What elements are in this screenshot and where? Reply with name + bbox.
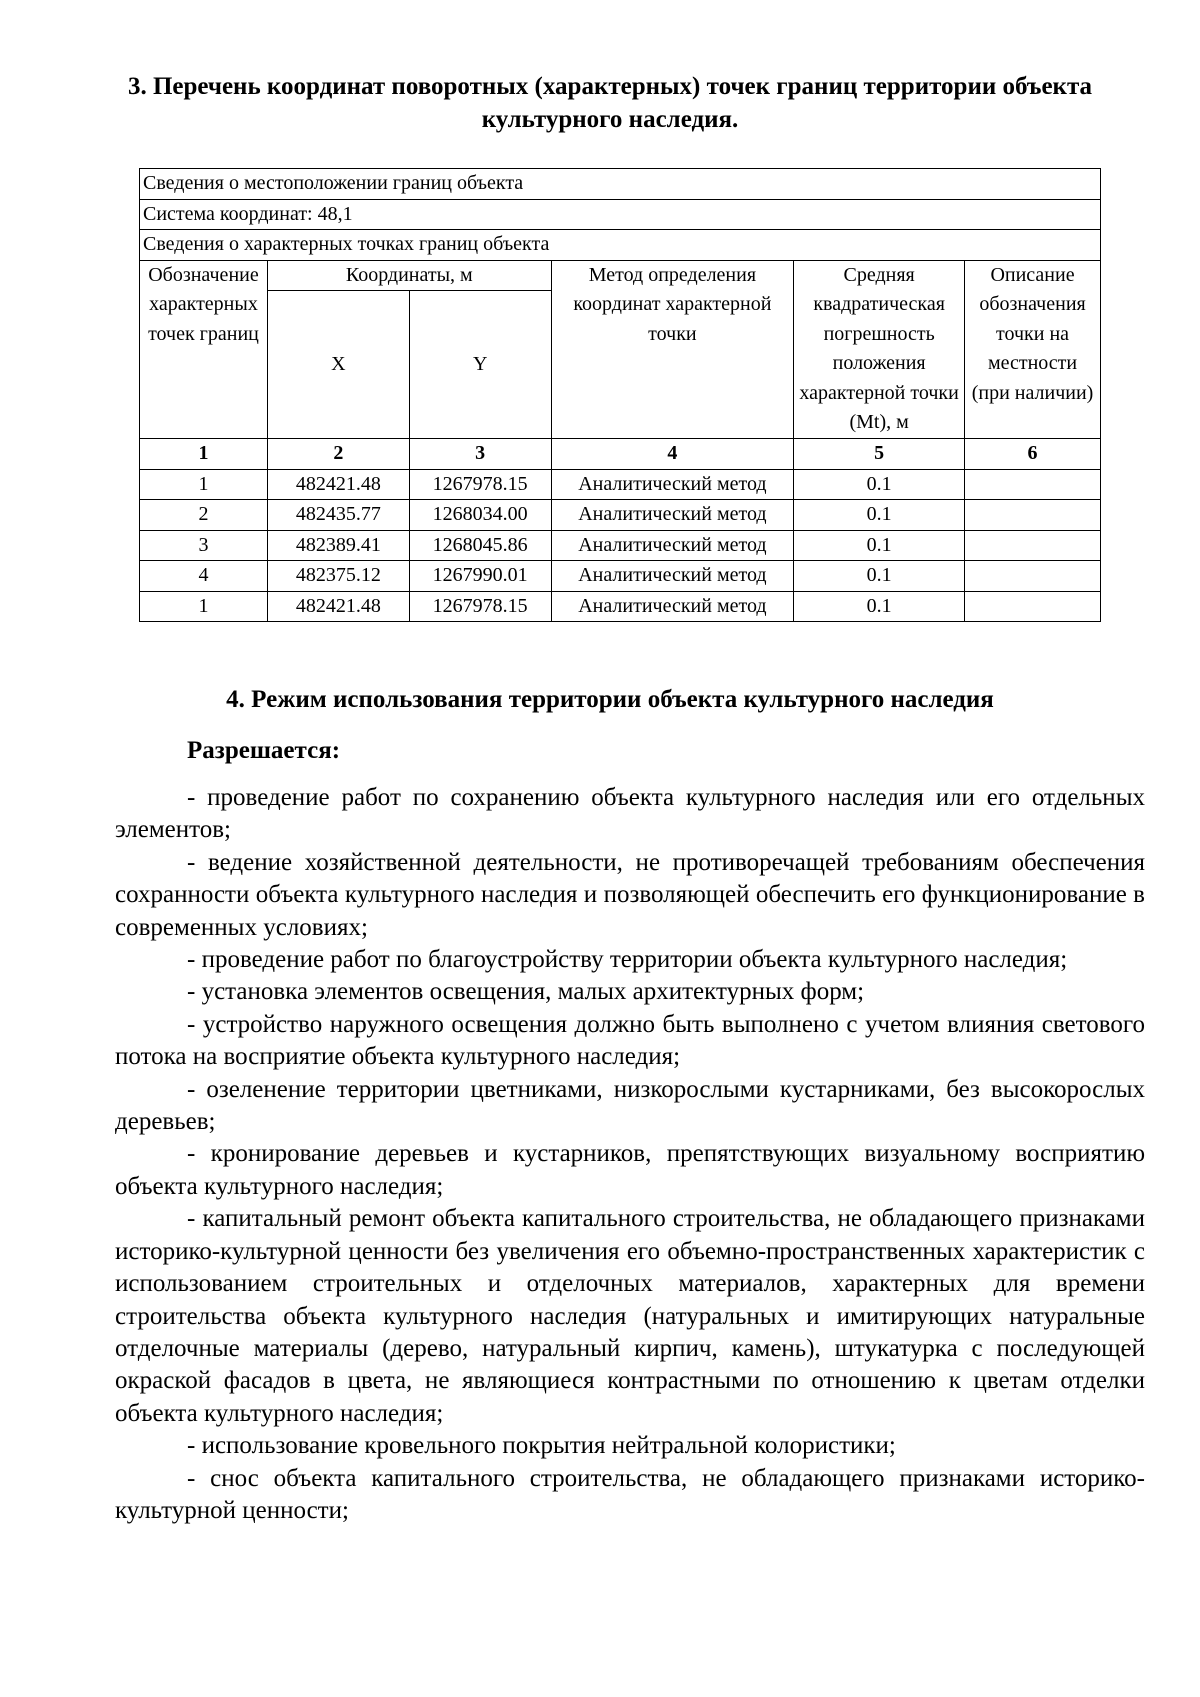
list-item: - проведение работ по сохранению объекта культурного наследия или его отдельных элементов; bbox=[115, 784, 1145, 844]
list-item: - снос объекта капитального строительства, не обладающего признаками историко-культурной ценности; bbox=[115, 1464, 1145, 1524]
method: Аналитический метод bbox=[551, 591, 794, 622]
header-description: Описание обозначения точки на местности (при наличии) bbox=[965, 260, 1101, 439]
coord-y: 1268034.00 bbox=[409, 500, 551, 531]
list-item: - установка элементов освещения, малых архитектурных форм; bbox=[187, 978, 865, 1006]
section-3-title: 3. Перечень координат поворотных (характерных) точек границ территории объекта культурного наследия. bbox=[127, 73, 1093, 133]
error-value: 0.1 bbox=[794, 469, 965, 500]
table-row bbox=[140, 530, 1101, 561]
header-error: Средняя квадратическая погрешность положения характерной точки (Mt), м bbox=[794, 260, 965, 439]
header-y: Y bbox=[409, 291, 551, 439]
description bbox=[965, 469, 1101, 500]
coord-y: 1267978.15 bbox=[409, 591, 551, 622]
error-value: 0.1 bbox=[794, 591, 965, 622]
method: Аналитический метод bbox=[551, 561, 794, 592]
index-cell: 6 bbox=[965, 439, 1101, 470]
table-row bbox=[140, 561, 1101, 592]
list-item: - использование кровельного покрытия нейтральной колористики; bbox=[187, 1432, 896, 1460]
allowed-heading: Разрешается: bbox=[187, 737, 341, 764]
description bbox=[965, 591, 1101, 622]
method: Аналитический метод bbox=[551, 469, 794, 500]
error-value: 0.1 bbox=[794, 530, 965, 561]
coord-x: 482421.48 bbox=[267, 469, 409, 500]
header-method: Метод определения координат характерной точки bbox=[551, 260, 794, 439]
header-x: X bbox=[267, 291, 409, 439]
header-coords: Координаты, м bbox=[267, 260, 551, 291]
list-item: - ведение хозяйственной деятельности, не противоречащей требованиям обеспечения сохранности объекта культурного наследия и позволяющей обеспечить его функционирование в современных условиях; bbox=[115, 848, 1145, 941]
coord-x: 482375.12 bbox=[267, 561, 409, 592]
point-number: 3 bbox=[140, 530, 268, 561]
table-system-row: Система координат: 48,1 bbox=[140, 199, 1101, 230]
index-cell: 5 bbox=[794, 439, 965, 470]
list-item: - проведение работ по благоустройству территории объекта культурного наследия; bbox=[187, 946, 1068, 974]
method: Аналитический метод bbox=[551, 500, 794, 531]
table-location-row: Сведения о местоположении границ объекта bbox=[140, 169, 1101, 200]
header-designation: Обозначение характерных точек границ bbox=[140, 260, 268, 439]
coord-x: 482435.77 bbox=[267, 500, 409, 531]
coord-y: 1267990.01 bbox=[409, 561, 551, 592]
index-cell: 3 bbox=[409, 439, 551, 470]
list-item: - капитальный ремонт объекта капитального строительства, не обладающего признаками историко-культурной ценности без увеличения его объемно-пространственных характеристик с использованием строительных и отделочных материалов, характерных для времени строительства объекта культурного наследия (натуральных и имитирующих натуральные отделочные материалы (дерево, натуральный кирпич, камень), штукатурка с последующей окраской фасадов в цвета, не являющиеся контрастными по отношению к цветам отделки объекта культурного наследия; bbox=[115, 1205, 1145, 1427]
point-number: 1 bbox=[140, 591, 268, 622]
table-row bbox=[140, 469, 1101, 500]
coordinates-table bbox=[139, 168, 1101, 622]
error-value: 0.1 bbox=[794, 500, 965, 531]
coord-x: 482421.48 bbox=[267, 591, 409, 622]
list-item: - устройство наружного освещения должно быть выполнено с учетом влияния светового потока на восприятие объекта культурного наследия; bbox=[115, 1010, 1145, 1071]
description bbox=[965, 561, 1101, 592]
index-cell: 4 bbox=[551, 439, 794, 470]
index-cell: 2 bbox=[267, 439, 409, 470]
index-cell: 1 bbox=[140, 439, 268, 470]
error-value: 0.1 bbox=[794, 561, 965, 592]
table-row bbox=[140, 591, 1101, 622]
coord-x: 482389.41 bbox=[267, 530, 409, 561]
description bbox=[965, 530, 1101, 561]
method: Аналитический метод bbox=[551, 530, 794, 561]
allowed-list bbox=[115, 782, 1145, 1527]
section-4-title: 4. Режим использования территории объекта культурного наследия bbox=[226, 686, 994, 713]
table-points-row: Сведения о характерных точках границ объекта bbox=[140, 230, 1101, 261]
point-number: 2 bbox=[140, 500, 268, 531]
column-index-row bbox=[140, 439, 1101, 470]
list-item: - озеленение территории цветниками, низкорослыми кустарниками, без высокорослых деревьев; bbox=[115, 1075, 1145, 1136]
coord-y: 1268045.86 bbox=[409, 530, 551, 561]
table-row bbox=[140, 500, 1101, 531]
point-number: 4 bbox=[140, 561, 268, 592]
point-number: 1 bbox=[140, 469, 268, 500]
list-item: - кронирование деревьев и кустарников, препятствующих визуальному восприятию объекта культурного наследия; bbox=[115, 1140, 1145, 1200]
coord-y: 1267978.15 bbox=[409, 469, 551, 500]
description bbox=[965, 500, 1101, 531]
